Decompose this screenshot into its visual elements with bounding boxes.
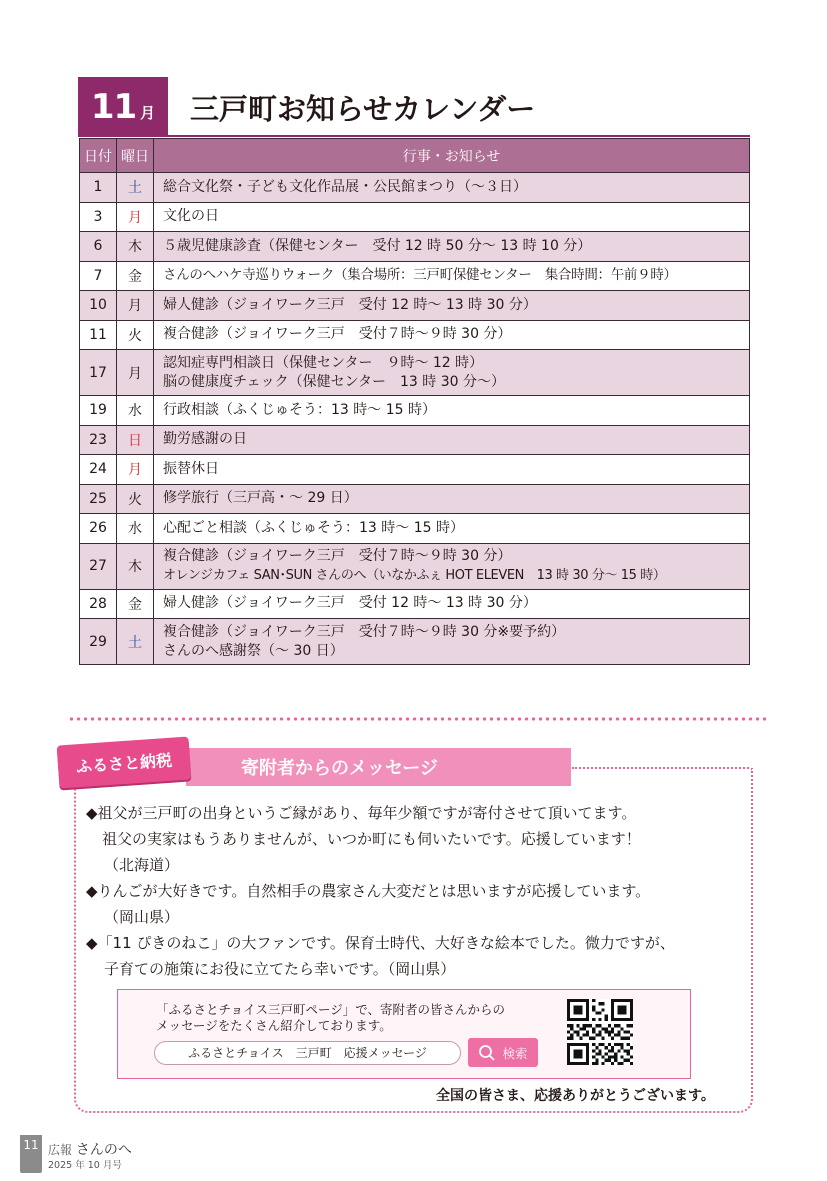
footer-label-big: さんのへ: [75, 1142, 132, 1158]
search-description-line: 「ふるさとチョイス三戸町ページ」で、寄附者の皆さんからの: [156, 1002, 506, 1017]
day-cell: 23: [80, 425, 117, 455]
day-cell: 17: [80, 350, 117, 396]
table-row: [80, 291, 750, 321]
section-banner: [186, 748, 571, 786]
event-text: 婦人健診（ジョイワーク三戸 受付 12 時～ 13 時 30 分）: [163, 296, 537, 313]
event-cell: [154, 320, 750, 350]
weekday-cell: 月: [117, 350, 154, 396]
search-query-box: ふるさとチョイス 三戸町 応援メッセージ: [154, 1041, 461, 1065]
event-cell: [154, 543, 750, 589]
page-number: 11: [20, 1135, 42, 1173]
weekday-cell: 月: [117, 291, 154, 321]
search-button-label: 検索: [502, 1045, 528, 1061]
search-icon: [478, 1044, 496, 1062]
event-cell: [154, 455, 750, 485]
page-title: 三戸町お知らせカレンダー: [190, 92, 536, 126]
message-line: ◆「11 ぴきのねこ」の大ファンです。保育士時代、大好きな絵本でした。微力ですが、: [86, 934, 675, 952]
event-text: 認知症専門相談日（保健センター ９時～ 12 時）: [163, 354, 484, 371]
weekday-cell: 土: [117, 173, 154, 203]
event-text: 行政相談（ふくじゅそう：13 時～ 15 時）: [163, 401, 436, 418]
weekday-cell: 日: [117, 425, 154, 455]
day-cell: 10: [80, 291, 117, 321]
qr-code: [567, 999, 633, 1065]
event-text: 複合健診（ジョイワーク三戸 受付７時～９時 30 分※要予約）: [163, 623, 566, 640]
footer-issue: 2025 年 10 月号: [48, 1160, 122, 1171]
day-cell: 3: [80, 202, 117, 232]
event-cell: [154, 261, 750, 291]
event-cell: [154, 173, 750, 203]
event-cell: [154, 589, 750, 619]
section-heading: 寄附者からのメッセージ: [241, 758, 438, 779]
donor-messages: [86, 800, 746, 982]
message-origin: （北海道）: [104, 856, 180, 874]
table-row: [80, 589, 750, 619]
dotted-divider: [68, 717, 768, 721]
table-row: [80, 425, 750, 455]
day-cell: 26: [80, 514, 117, 544]
weekday-cell: 月: [117, 455, 154, 485]
message-line: 子育ての施策にお役に立てたら幸いです。（岡山県）: [104, 960, 456, 978]
month-suffix: 月: [140, 103, 156, 122]
event-text: さんのへハケ寺巡りウォーク（集合場所：三戸町保健センター 集合時間：午前９時）: [163, 267, 677, 284]
event-cell: [154, 232, 750, 262]
day-cell: 24: [80, 455, 117, 485]
event-text: オレンジカフェ SAN･SUN さんのへ（いなかふぇ HOT ELEVEN 13 時 30 分～ 15 時）: [163, 568, 666, 583]
weekday-cell: 土: [117, 619, 154, 665]
event-text: 複合健診（ジョイワーク三戸 受付７時～９時 30 分）: [163, 326, 512, 343]
column-header-day: 日付: [80, 139, 117, 173]
search-description-line: メッセージをたくさん紹介しております。: [156, 1018, 392, 1033]
month-number: 11: [90, 87, 137, 127]
search-description: [156, 1002, 505, 1034]
weekday-cell: 木: [117, 543, 154, 589]
table-row: [80, 619, 750, 665]
weekday-cell: 水: [117, 396, 154, 426]
day-cell: 28: [80, 589, 117, 619]
event-text: 複合健診（ジョイワーク三戸 受付７時～９時 30 分）: [163, 548, 512, 564]
day-cell: 7: [80, 261, 117, 291]
weekday-cell: 金: [117, 589, 154, 619]
footer-label-small: 広報: [48, 1143, 73, 1157]
event-cell: [154, 619, 750, 665]
event-cell: [154, 425, 750, 455]
message-origin: （岡山県）: [104, 908, 180, 926]
table-row: [80, 202, 750, 232]
events-calendar-table: [79, 138, 750, 665]
event-text: 脳の健康度チェック（保健センター 13 時 30 分～）: [163, 373, 505, 390]
event-text: 総合文化祭・子ども文化作品展・公民館まつり（～３日）: [163, 178, 527, 195]
event-cell: [154, 350, 750, 396]
weekday-cell: 火: [117, 484, 154, 514]
table-row: [80, 396, 750, 426]
weekday-cell: 月: [117, 202, 154, 232]
page-header: [78, 77, 750, 137]
weekday-cell: 金: [117, 261, 154, 291]
event-text: 振替休日: [163, 460, 219, 477]
day-cell: 27: [80, 543, 117, 589]
table-row: [80, 350, 750, 396]
table-row: [80, 514, 750, 544]
table-header-row: [80, 139, 750, 173]
closing-thanks: 全国の皆さま、応援ありがとうございます。: [436, 1088, 715, 1104]
day-cell: 11: [80, 320, 117, 350]
day-cell: 19: [80, 396, 117, 426]
message-line: ◆りんごが大好きです。自然相手の農家さん大変だとは思いますが応援しています。: [86, 882, 651, 900]
event-cell: [154, 396, 750, 426]
day-cell: 6: [80, 232, 117, 262]
event-text: さんのへ感謝祭（～ 30 日）: [163, 642, 344, 659]
message-line: 祖父の実家はもうありませんが、いつか町にも伺いたいです。応援しています！: [102, 830, 641, 848]
event-text: 勤労感謝の日: [163, 431, 247, 448]
weekday-cell: 水: [117, 514, 154, 544]
table-row: [80, 261, 750, 291]
column-header-events: 行事・お知らせ: [154, 139, 750, 173]
event-cell: [154, 291, 750, 321]
weekday-cell: 火: [117, 320, 154, 350]
event-text: 婦人健診（ジョイワーク三戸 受付 12 時～ 13 時 30 分）: [163, 595, 537, 612]
event-text: ５歳児健康診査（保健センター 受付 12 時 50 分～ 13 時 10 分）: [163, 237, 592, 254]
event-text: 文化の日: [163, 208, 219, 225]
day-cell: 29: [80, 619, 117, 665]
event-cell: [154, 202, 750, 232]
event-text: 心配ごと相談（ふくじゅそう：13 時～ 15 時）: [163, 519, 464, 536]
table-row: [80, 232, 750, 262]
column-header-weekday: 曜日: [117, 139, 154, 173]
search-button: [468, 1038, 538, 1067]
message-line: ◆祖父が三戸町の出身というご縁があり、毎年少額ですが寄付させて頂いてます。: [86, 804, 637, 822]
event-text: 修学旅行（三戸高・～ 29 日）: [163, 490, 358, 507]
footer-title: [48, 1139, 132, 1159]
table-row: [80, 320, 750, 350]
event-cell: [154, 514, 750, 544]
table-row: [80, 455, 750, 485]
furusato-tag: [57, 736, 192, 788]
day-cell: 1: [80, 173, 117, 203]
furusato-tag-label: ふるさと納税: [75, 750, 173, 777]
table-row: [80, 484, 750, 514]
event-cell: [154, 484, 750, 514]
table-row: [80, 543, 750, 589]
weekday-cell: 木: [117, 232, 154, 262]
month-badge: [78, 77, 168, 137]
message-frame-top: [572, 767, 749, 771]
day-cell: 25: [80, 484, 117, 514]
table-row: [80, 173, 750, 203]
title-underline: [168, 135, 750, 137]
